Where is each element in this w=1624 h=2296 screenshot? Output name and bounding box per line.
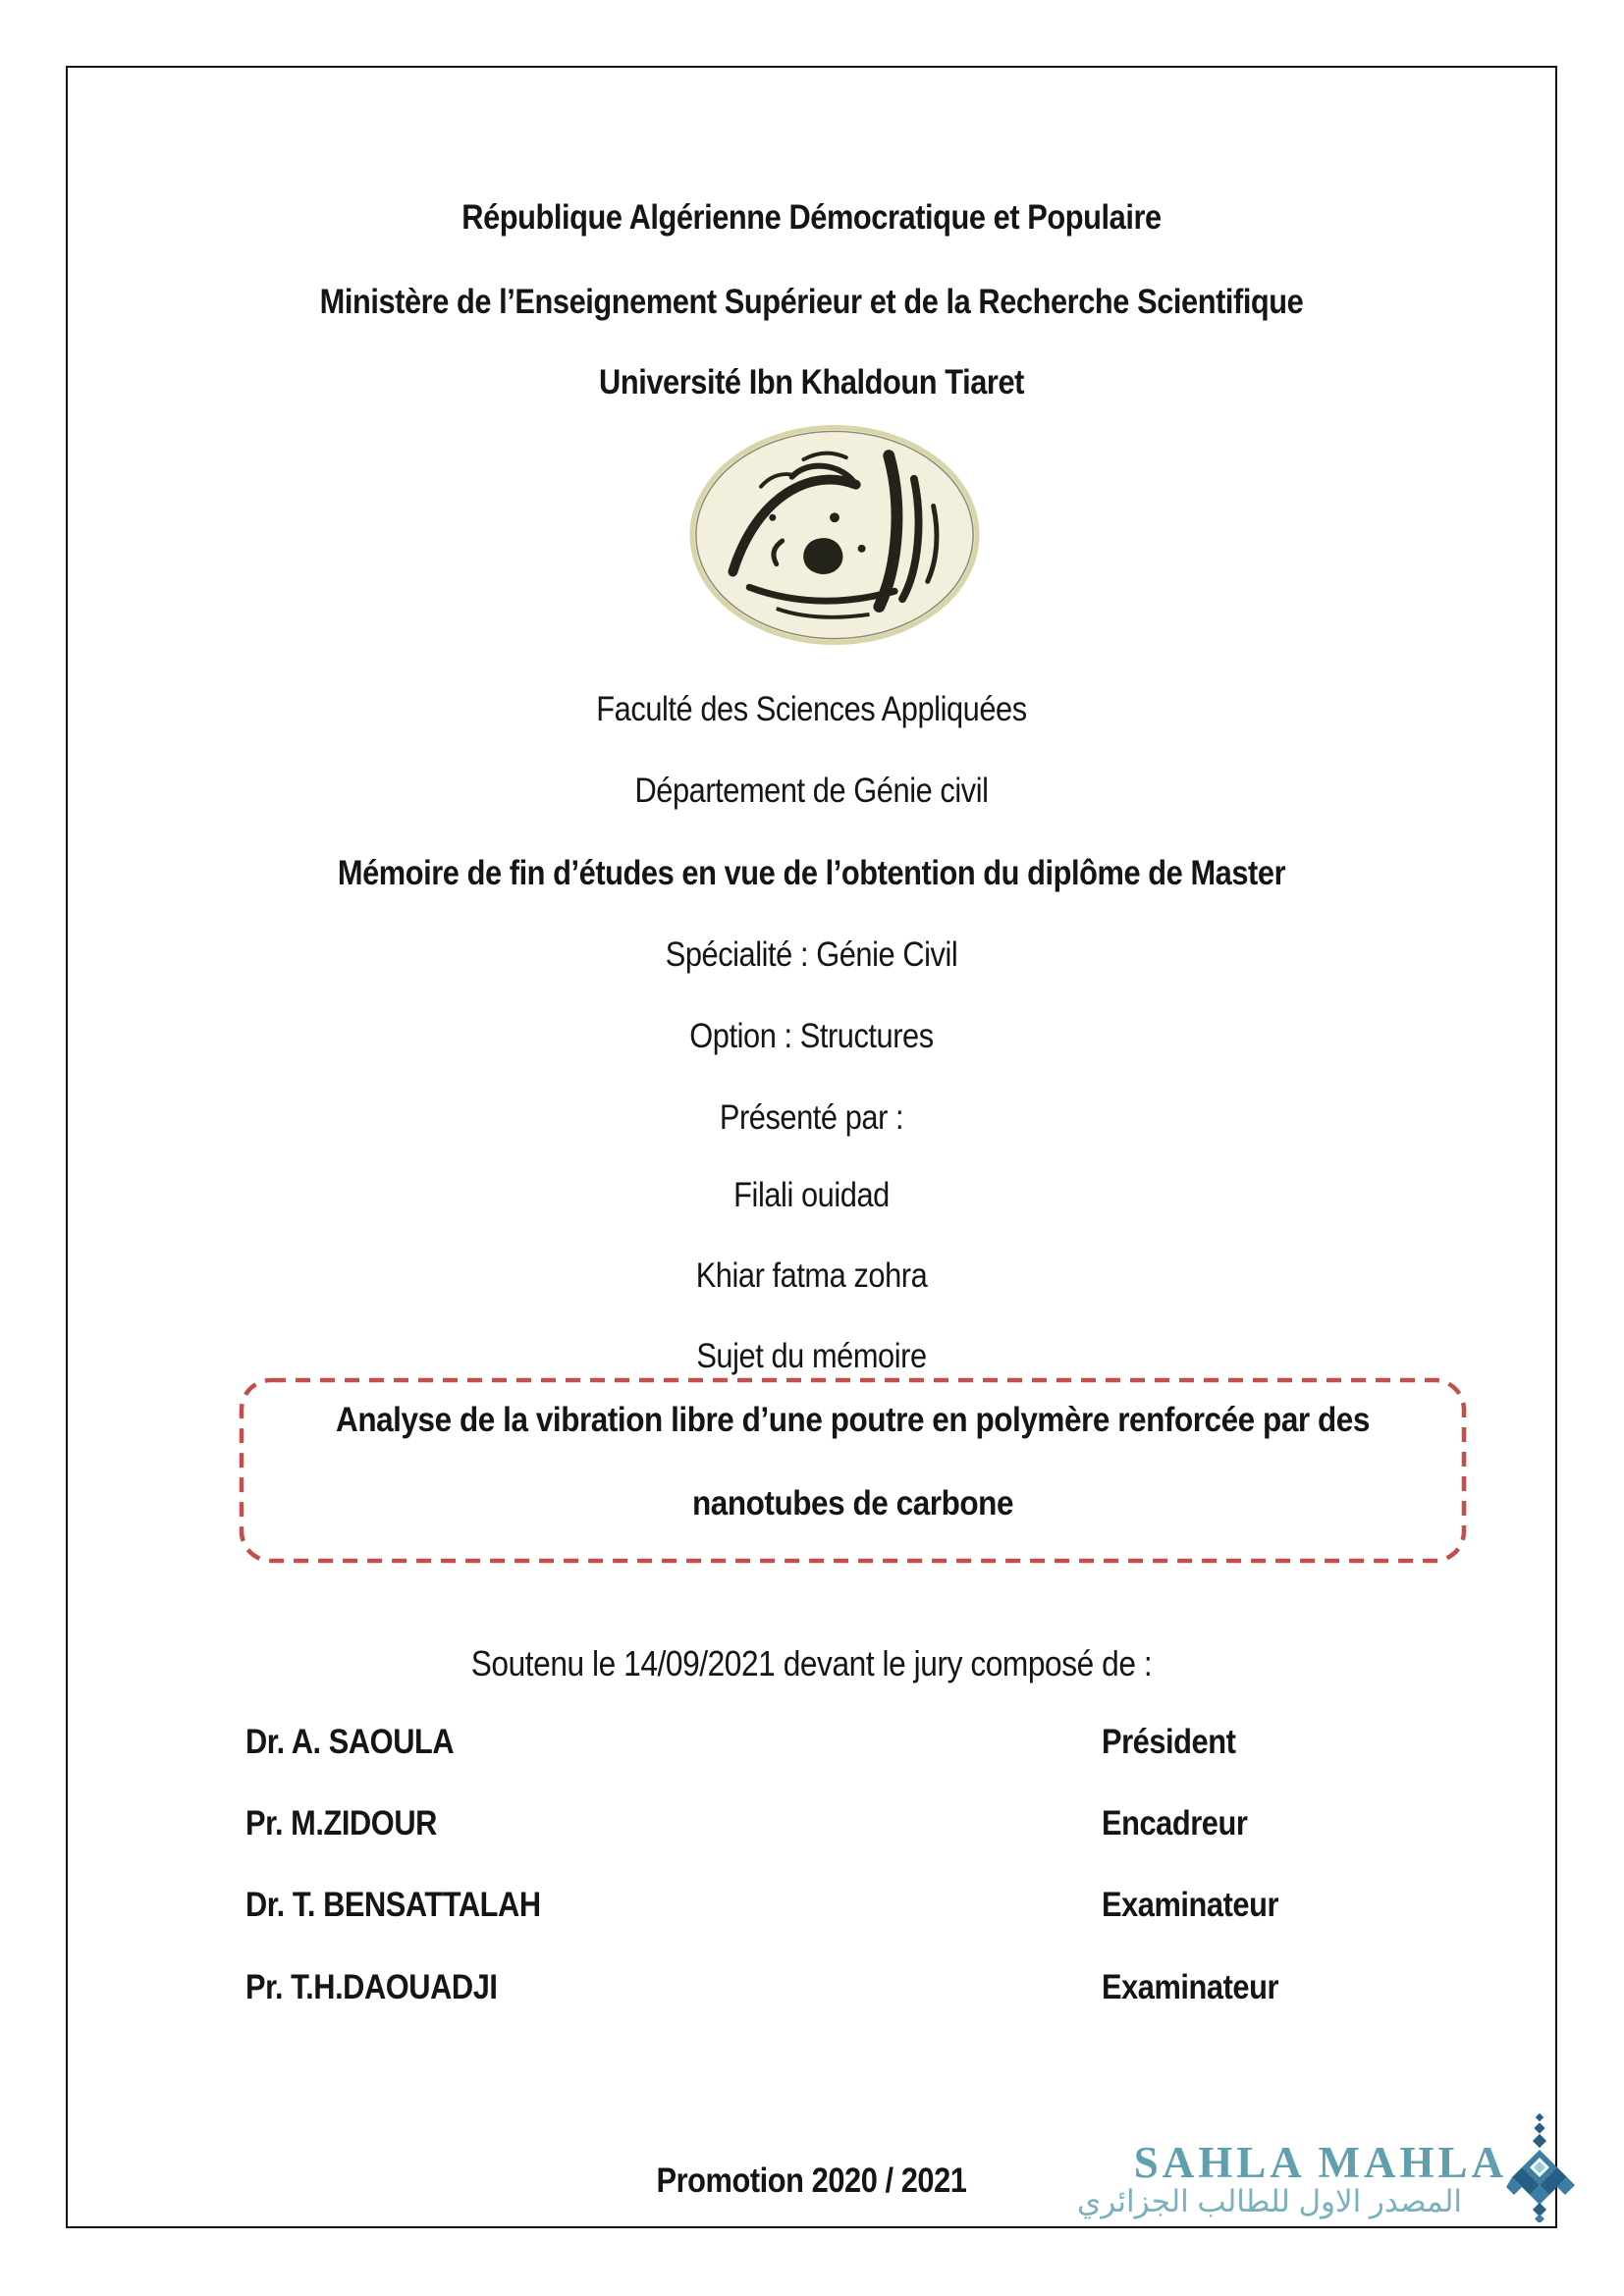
ibn-khaldoun-seal-icon xyxy=(689,424,980,648)
jury-member-role: Examinateur xyxy=(1102,1886,1279,1924)
faculty-line: Faculté des Sciences Appliquées xyxy=(596,690,1027,728)
subject-title-line-2: nanotubes de carbone xyxy=(691,1484,1014,1522)
jury-member-role: Président xyxy=(1102,1723,1236,1761)
jury-row xyxy=(0,1721,1624,1764)
subject-title-box xyxy=(239,1377,1467,1564)
header-university-line: Université Ibn Khaldoun Tiaret xyxy=(599,363,1024,401)
subject-label: Sujet du mémoire xyxy=(696,1337,927,1375)
author-1: Filali ouidad xyxy=(733,1176,890,1214)
jury-member-name: Pr. T.H.DAOUADJI xyxy=(245,1968,498,2006)
sahla-mahla-logo-icon xyxy=(1500,2112,1579,2222)
header-republic-line: République Algérienne Démocratique et Populaire xyxy=(461,198,1162,237)
promotion-line: Promotion 2020 / 2021 xyxy=(656,2162,967,2200)
sahla-mahla-watermark xyxy=(1077,2138,1507,2220)
subject-title-line-1: Analyse de la vibration libre d’une poutre en polymère renforcée par des xyxy=(336,1401,1370,1439)
jury-member-role: Encadreur xyxy=(1102,1804,1248,1842)
author-2: Khiar fatma zohra xyxy=(695,1256,928,1295)
option-line: Option : Structures xyxy=(689,1017,934,1055)
sahla-mahla-arabic-tagline: المصدر الاول للطالب الجزائري xyxy=(1077,2184,1462,2218)
sahla-mahla-brand-text: SAHLA MAHLA xyxy=(1133,2138,1507,2187)
jury-row xyxy=(0,1884,1624,1927)
defense-intro-line: Soutenu le 14/09/2021 devant le jury composé de : xyxy=(470,1643,1153,1683)
jury-member-name: Dr. T. BENSATTALAH xyxy=(245,1886,541,1924)
presented-by-line: Présenté par : xyxy=(719,1098,904,1137)
memoire-line: Mémoire de fin d’études en vue de l’obtention du diplôme de Master xyxy=(337,854,1286,892)
jury-member-role: Examinateur xyxy=(1102,1968,1279,2006)
header-ministry-line: Ministère de l’Enseignement Supérieur et de la Recherche Scientifique xyxy=(319,283,1304,321)
jury-member-name: Dr. A. SAOULA xyxy=(245,1723,455,1761)
jury-row xyxy=(0,1802,1624,1845)
jury-row xyxy=(0,1966,1624,2009)
department-line: Département de Génie civil xyxy=(634,772,989,810)
jury-member-name: Pr. M.ZIDOUR xyxy=(245,1804,437,1842)
specialty-line: Spécialité : Génie Civil xyxy=(665,935,958,974)
